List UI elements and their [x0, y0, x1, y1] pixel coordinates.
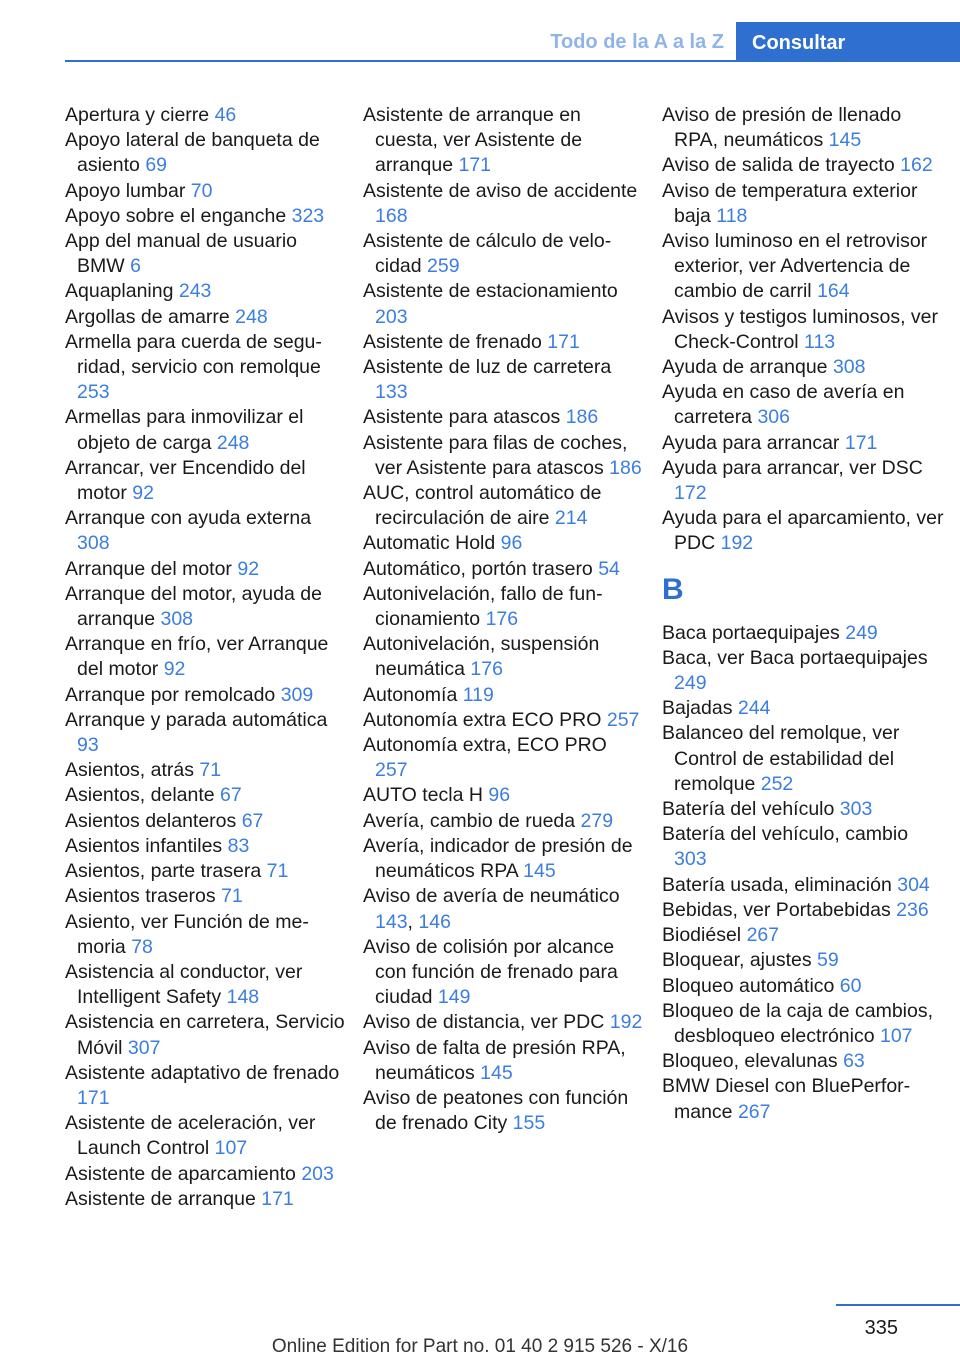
- index-entry: [65, 708, 345, 758]
- page-link[interactable]: 60: [839, 974, 862, 997]
- entry-term: Aviso de falta de presión RPA, neumáticos: [363, 1036, 626, 1084]
- entry-term: Asistente de aparcamiento: [65, 1162, 302, 1185]
- page-link[interactable]: 78: [131, 935, 153, 958]
- entry-term: Baca, ver Baca portaequipajes: [662, 646, 928, 669]
- index-entry: [65, 910, 345, 960]
- entry-term: Biodiésel: [662, 924, 747, 947]
- index-entry: [65, 1061, 345, 1111]
- index-entry: [662, 229, 944, 305]
- index-entry: [662, 898, 944, 923]
- page-link[interactable]: 67: [220, 784, 242, 807]
- page-link[interactable]: 267: [746, 924, 780, 947]
- page-link[interactable]: 248: [235, 305, 268, 328]
- index-entry: [662, 1049, 944, 1074]
- entry-term: Aviso de presión de llenado RPA, neumáticos: [662, 104, 902, 152]
- entry-term: Aviso de avería de neumático: [363, 885, 620, 908]
- index-entry: [65, 557, 345, 582]
- index-entry: [65, 809, 345, 834]
- index-entry: [662, 506, 944, 556]
- page-link[interactable]: 70: [190, 179, 213, 202]
- entry-term: Asistente de estacionamiento: [363, 280, 618, 303]
- entry-term: Asiento, ver Función de memoria: [65, 910, 309, 958]
- page-link[interactable]: 96: [500, 532, 523, 555]
- page-link[interactable]: 96: [488, 784, 511, 807]
- entry-term: Arranque y parada automática: [65, 708, 328, 731]
- page-link[interactable]: 149: [437, 986, 471, 1009]
- index-entry: [65, 1010, 345, 1060]
- index-entry: [363, 809, 643, 834]
- page-link[interactable]: 171: [77, 1086, 110, 1109]
- index-entry: [363, 481, 643, 531]
- page-link[interactable]: 303: [674, 848, 707, 871]
- index-entry: [65, 128, 345, 178]
- index-entry: [662, 380, 944, 430]
- entry-term: Asistente de aviso de accidente: [363, 179, 638, 202]
- entry-term: Arranque por remolcado: [65, 683, 281, 706]
- entry-term: Arranque con ayuda externa: [65, 507, 312, 530]
- entry-term: Asientos, atrás: [65, 759, 200, 782]
- entry-term: Autonomía: [363, 683, 463, 706]
- entry-term: Apoyo lumbar: [65, 179, 191, 202]
- entry-term: Aviso de temperatura exterior baja: [662, 179, 918, 227]
- entry-term: Asistente de cálculo de velocidad: [363, 230, 612, 278]
- entry-term: Autonomía extra ECO PRO: [363, 708, 607, 731]
- page-link[interactable]: 244: [737, 697, 771, 720]
- index-entry: [662, 696, 944, 721]
- index-entry: [662, 797, 944, 822]
- index-entry: [65, 204, 345, 229]
- entry-term: Asientos, parte trasera: [65, 860, 267, 883]
- index-column-1: [65, 103, 345, 1212]
- index-entry: [662, 103, 944, 153]
- index-entry: [662, 305, 944, 355]
- index-entry: [662, 646, 944, 696]
- page-link[interactable]: 248: [216, 431, 250, 454]
- index-entry: [363, 632, 643, 682]
- entry-term: Aviso de salida de trayecto: [662, 154, 901, 177]
- index-entry: [65, 305, 345, 330]
- entry-term: Aviso de colisión por alcance con función de frenado para ciudad: [363, 935, 618, 1009]
- entry-term: Asientos delanteros: [65, 809, 242, 832]
- index-entry: [662, 621, 944, 646]
- page-link[interactable]: 259: [427, 255, 460, 278]
- entry-term: Baca portaequipajes: [662, 621, 846, 644]
- index-entry: [662, 822, 944, 872]
- index-entry: [65, 859, 345, 884]
- entry-term: Batería del vehículo: [662, 798, 840, 821]
- entry-term: App del manual de usuario BMW: [65, 230, 297, 278]
- page-link[interactable]: 145: [523, 860, 556, 883]
- index-entry: [363, 1010, 643, 1035]
- index-entry: [363, 229, 643, 279]
- index-entry: [65, 405, 345, 455]
- entry-term: Automático, portón trasero: [363, 557, 599, 580]
- entry-term: Apoyo sobre el enganche: [65, 204, 292, 227]
- page-link[interactable]: 71: [221, 885, 243, 908]
- index-entry: [363, 405, 643, 430]
- index-entry: [65, 103, 345, 128]
- entry-term: Armellas para inmovilizar el objeto de carga: [65, 406, 304, 454]
- index-entry: [363, 935, 643, 1011]
- entry-term: Asientos infantiles: [65, 834, 228, 857]
- page-link[interactable]: 146: [418, 910, 451, 933]
- index-entry: [662, 974, 944, 999]
- entry-term: Asientos, delante: [65, 784, 221, 807]
- index-entry: [65, 456, 345, 506]
- page-link[interactable]: 171: [844, 431, 878, 454]
- page-link[interactable]: 249: [845, 621, 878, 644]
- index-entry: [65, 783, 345, 808]
- page-link[interactable]: 92: [237, 557, 260, 580]
- index-entry: [65, 758, 345, 783]
- page-link[interactable]: 71: [199, 759, 222, 782]
- page-link[interactable]: 113: [804, 330, 836, 353]
- page-link[interactable]: 145: [828, 129, 862, 152]
- page-link[interactable]: 59: [817, 949, 839, 972]
- index-column-2: [363, 103, 643, 1136]
- page-link[interactable]: 133: [375, 381, 408, 404]
- page-link[interactable]: 252: [760, 772, 794, 795]
- page-link[interactable]: 304: [897, 873, 930, 896]
- page-link[interactable]: 308: [832, 356, 866, 379]
- entry-term: Asistencia al conductor, ver Intelligent Safety: [65, 960, 303, 1009]
- index-entry: [363, 330, 643, 355]
- page-link[interactable]: 46: [214, 104, 237, 126]
- page-link[interactable]: 118: [716, 204, 748, 227]
- page-link[interactable]: 63: [843, 1050, 865, 1073]
- entry-term: Ayuda para el aparcamiento, ver PDC: [662, 507, 944, 555]
- index-entry: [65, 582, 345, 632]
- index-entry: [65, 1187, 345, 1212]
- entry-term: Ayuda de arranque: [662, 356, 833, 379]
- entry-term: Asientos traseros: [65, 885, 222, 908]
- index-entry: [363, 1036, 643, 1086]
- entry-term: Avería, cambio de rueda: [363, 809, 581, 832]
- page-link[interactable]: 236: [896, 898, 929, 921]
- entry-term: Asistente adaptativo de frenado: [65, 1061, 340, 1084]
- index-entry: [662, 1074, 944, 1124]
- entry-term: Aviso de distancia, ver PDC: [363, 1011, 610, 1034]
- entry-term: Batería usada, eliminación: [662, 873, 898, 896]
- entry-term: Asistencia en carretera, Servicio Móvil: [65, 1011, 345, 1059]
- entry-term: Ayuda en caso de avería en carretera: [662, 381, 905, 429]
- page-link[interactable]: 253: [77, 381, 110, 404]
- entry-term: AUC, control automático de recirculación de aire: [363, 482, 602, 530]
- entry-term: Asistente de arranque en cuesta, ver Asistente de arranque: [363, 104, 583, 177]
- index-entry: [363, 355, 643, 405]
- index-entry: [65, 279, 345, 304]
- index-entry: [363, 431, 643, 481]
- page-link[interactable]: 54: [598, 557, 620, 580]
- index-entry: [662, 179, 944, 229]
- index-entry: [363, 531, 643, 556]
- entry-term: Argollas de amarre: [65, 305, 236, 328]
- edition-note: Online Edition for Part no. 01 40 2 915 526 - X/16: [271, 1336, 689, 1357]
- page-link[interactable]: 119: [462, 683, 494, 706]
- index-entry: [662, 923, 944, 948]
- index-column-3: [662, 103, 944, 1125]
- entry-term: Ayuda para arrancar, ver DSC: [662, 456, 923, 479]
- entry-term: Bebidas, ver Portabebidas: [662, 898, 897, 921]
- index-entry: Aviso de avería de neumático 143, 146: [363, 885, 620, 933]
- page-link[interactable]: 279: [580, 809, 614, 832]
- entry-term: Arranque del motor: [65, 557, 238, 580]
- index-entry: [363, 733, 643, 783]
- entry-term: Asistente de aceleración, ver Launch Control: [65, 1112, 316, 1160]
- page-link[interactable]: 243: [178, 280, 212, 303]
- page-number: 335: [864, 1317, 898, 1339]
- index-entry: [363, 708, 643, 733]
- tab-section[interactable]: Consultar: [736, 22, 960, 62]
- page-link[interactable]: 69: [145, 154, 168, 177]
- entry-term: Apoyo lateral de banqueta de asiento: [65, 129, 320, 177]
- index-entry: [662, 948, 944, 973]
- page-link[interactable]: 192: [720, 532, 754, 555]
- page-link[interactable]: 6: [130, 255, 141, 278]
- index-entry: [662, 431, 944, 456]
- entry-term: Aviso luminoso en el retrovisor exterior, ver Advertencia de cambio de carril: [662, 230, 928, 303]
- entry-term: Autonomía extra, ECO PRO: [363, 734, 607, 757]
- index-entry: [363, 834, 643, 884]
- page-link[interactable]: 171: [458, 154, 492, 177]
- page-link[interactable]: 164: [817, 280, 850, 303]
- page-link[interactable]: 67: [241, 809, 264, 832]
- page-link[interactable]: 168: [375, 204, 408, 227]
- index-entry: [65, 834, 345, 859]
- page-link[interactable]: 309: [280, 683, 314, 706]
- page-link[interactable]: 308: [160, 608, 194, 631]
- page-link[interactable]: 83: [227, 834, 250, 857]
- page-link[interactable]: 249: [674, 672, 707, 695]
- index-entry: [662, 999, 944, 1049]
- page-link[interactable]: 171: [261, 1187, 294, 1210]
- entry-term: Batería del vehículo, cambio: [662, 823, 909, 846]
- page-link[interactable]: 148: [226, 986, 260, 1009]
- page-link[interactable]: 203: [375, 305, 408, 328]
- entry-term: Arranque del motor, ayuda de arranque: [65, 582, 322, 631]
- entry-term: Bajadas: [662, 697, 738, 720]
- index-entry: [363, 783, 643, 808]
- page-link[interactable]: 257: [375, 759, 408, 782]
- page-link[interactable]: 306: [757, 406, 790, 429]
- page-link[interactable]: 307: [127, 1036, 161, 1059]
- page-link[interactable]: 93: [77, 734, 99, 757]
- index-entry: [65, 683, 345, 708]
- page-link[interactable]: 107: [214, 1137, 248, 1160]
- index-entry: [363, 683, 643, 708]
- index-entry: [65, 884, 345, 909]
- entry-term: Bloqueo, elevalunas: [662, 1050, 844, 1073]
- entry-term: Armella para cuerda de seguridad, servicio con remolque: [65, 330, 322, 379]
- page-link[interactable]: 145: [480, 1061, 513, 1084]
- footer-rule: [836, 1304, 960, 1306]
- page-link[interactable]: 192: [609, 1011, 643, 1034]
- index-entry: [363, 179, 643, 229]
- entry-term: AUTO tecla H: [363, 784, 489, 807]
- entry-term: BMW Diesel con BluePerformance: [662, 1075, 911, 1123]
- index-entry: [363, 557, 643, 582]
- page-link[interactable]: 257: [606, 708, 640, 731]
- entry-term: Aviso de peatones con función de frenado City: [363, 1086, 629, 1135]
- entry-term: Aquaplaning: [65, 280, 179, 303]
- entry-term: Asistente de luz de carretera: [363, 356, 612, 379]
- page-link[interactable]: 92: [132, 482, 154, 505]
- index-entry: [65, 1162, 345, 1187]
- page-link[interactable]: 186: [565, 406, 599, 429]
- page-link[interactable]: 303: [839, 798, 873, 821]
- page-link[interactable]: 107: [879, 1024, 913, 1047]
- entry-term: Ayuda para arrancar: [662, 431, 845, 454]
- entry-term: Avisos y testigos luminosos, ver Check-Control: [662, 305, 938, 353]
- entry-term: Bloquear, ajustes: [662, 949, 818, 972]
- page-link[interactable]: 171: [547, 330, 580, 353]
- page-link[interactable]: 155: [512, 1112, 546, 1135]
- entry-term: Asistente de arranque: [65, 1187, 262, 1210]
- page-link[interactable]: 203: [301, 1162, 334, 1185]
- index-entry: [662, 873, 944, 898]
- page-link[interactable]: 176: [485, 608, 519, 631]
- page-link[interactable]: 267: [737, 1100, 771, 1123]
- header-rule: [65, 60, 960, 62]
- entry-term: Arrancar, ver Encendido del motor: [65, 456, 306, 505]
- entry-term: Autonivelación, fallo de funcionamiento: [363, 582, 603, 631]
- page-link[interactable]: 214: [554, 507, 588, 530]
- page-link[interactable]: 71: [266, 860, 289, 883]
- entry-term: Autonivelación, suspensión neumática: [363, 633, 600, 681]
- index-entry: [662, 355, 944, 380]
- index-entry: [662, 721, 944, 797]
- index-entry: [363, 279, 643, 329]
- page-link[interactable]: 176: [470, 658, 503, 681]
- index-entry: [65, 506, 345, 556]
- entry-term: Asistente para filas de coches, ver Asistente para atascos: [363, 431, 628, 479]
- page-link[interactable]: 186: [609, 456, 642, 479]
- index-entry: [65, 330, 345, 406]
- index-entry: [65, 229, 345, 279]
- entry-term: Asistente de frenado: [363, 330, 548, 353]
- entry-term: Balanceo del remolque, ver Control de estabilidad del remolque: [662, 722, 900, 795]
- entry-term: Automatic Hold: [363, 532, 501, 555]
- page-link[interactable]: 143: [375, 910, 408, 933]
- entry-term: Apertura y cierre: [65, 104, 215, 126]
- section-letter: B: [662, 572, 684, 606]
- index-entry: [363, 103, 643, 179]
- page-link[interactable]: 92: [163, 658, 186, 681]
- page-link[interactable]: 323: [291, 204, 325, 227]
- entry-term: Avería, indicador de presión de neumáticos RPA: [363, 834, 633, 883]
- index-entry: [662, 456, 944, 506]
- entry-term: Bloqueo automático: [662, 974, 840, 997]
- index-entry: [363, 1086, 643, 1136]
- page-link[interactable]: 308: [77, 532, 110, 555]
- index-entry: [662, 153, 944, 178]
- tab-index[interactable]: Todo de la A a la Z: [550, 31, 724, 53]
- index-entry: [65, 1111, 345, 1161]
- index-entry: [65, 632, 345, 682]
- entry-term: Arranque en frío, ver Arranque del motor: [65, 633, 329, 681]
- page-link[interactable]: 162: [900, 154, 933, 177]
- index-entry: [65, 960, 345, 1010]
- index-entry: [363, 582, 643, 632]
- page-link[interactable]: 172: [674, 482, 707, 505]
- entry-term: Bloqueo de la caja de cambios, desbloqueo electrónico: [662, 999, 934, 1047]
- index-entry: [65, 179, 345, 204]
- entry-term: Asistente para atascos: [363, 406, 566, 429]
- page-header: [0, 0, 960, 64]
